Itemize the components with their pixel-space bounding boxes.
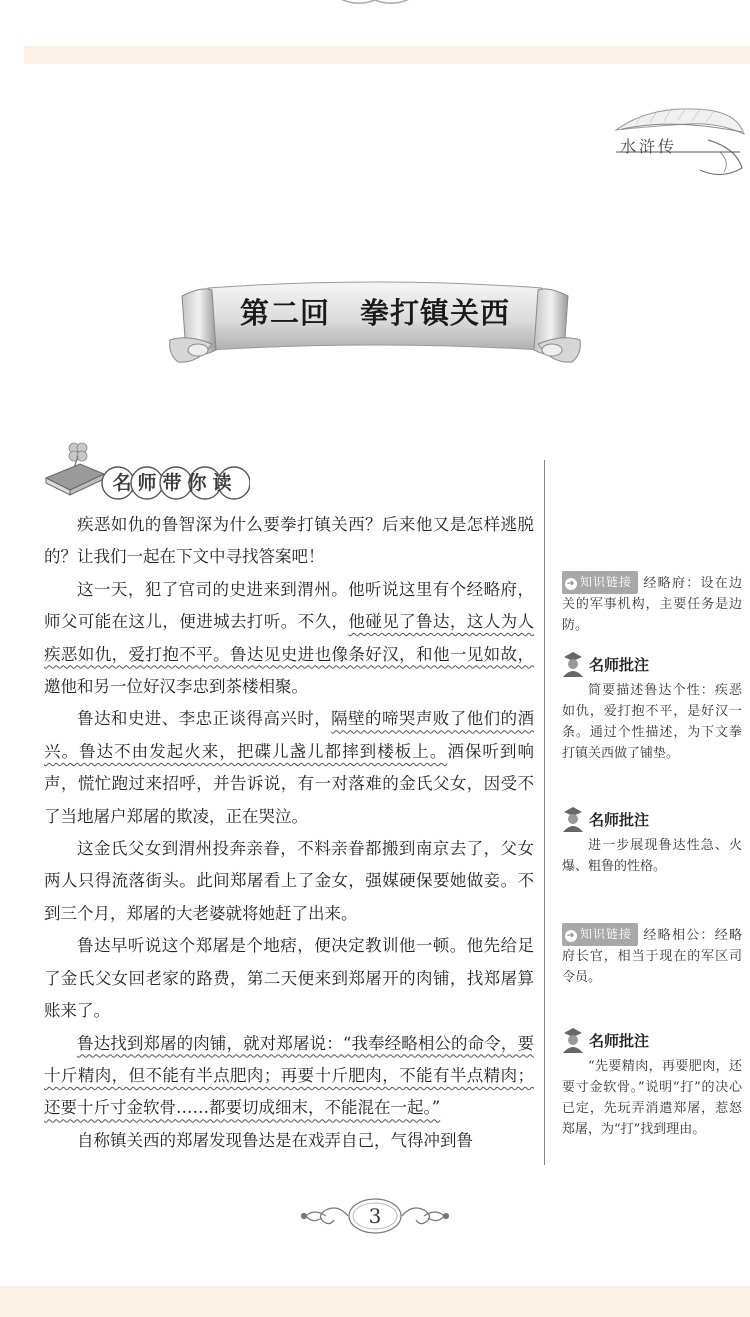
text-segment: 邀他和另一位好汉李忠到茶楼相聚。 — [44, 677, 308, 697]
bottom-decor-band — [0, 1286, 750, 1317]
teacher-avatar-icon — [562, 651, 584, 677]
knowledge-link-badge — [562, 571, 638, 594]
knowledge-link-1 — [562, 571, 742, 636]
paragraph-2 — [44, 574, 534, 704]
paragraph-4: 这金氏父女到渭州投奔亲眷，不料亲眷都搬到南京去了，父女两人只得流落街头。此间郑屠看上了金女，强媒硬保要她做妾。不到三个月，郑屠的大老婆就将她赶了出来。 — [44, 839, 534, 923]
text-segment: 鲁达和史进、李忠正谈得高兴时， — [77, 709, 332, 729]
paragraph-intro: 疾恶如仇的鲁智深为什么要拳打镇关西？后来他又是怎样逃脱的？让我们一起在下文中寻找答案吧！ — [44, 515, 534, 567]
top-ornament-icon — [330, 0, 420, 8]
text-segment: 这一天，犯了官司的史进来到渭州。他听说这里有个经略府，师父可能在这儿，便进城去打听。不久， — [44, 579, 534, 632]
teacher-note-2 — [562, 805, 742, 877]
note-title: 名师批注 — [589, 655, 650, 674]
top-decor-band — [24, 46, 750, 64]
annotated-text: 隔壁的啼哭声败了他们的酒兴。鲁达不由发起火来，把碟儿盏儿都摔到楼板上。 — [44, 709, 535, 761]
chapter-title: 第二回 拳打镇关西 — [239, 296, 510, 330]
book-clover-icon — [44, 440, 106, 496]
note-title: 名师批注 — [589, 1031, 650, 1050]
column-divider — [544, 460, 545, 1165]
book-name: 水浒传 — [620, 137, 678, 156]
paragraph-7: 自称镇关西的郑屠发现鲁达是在戏弄自己，气得冲到鲁 — [77, 1130, 473, 1150]
knowledge-link-label: 知识链接 — [580, 575, 633, 589]
text-segment: 酒保听到响声，慌忙跑过来招呼，并告诉说，有一对落难的金氏父女，因受不了当地屠户郑屠的欺凌，正在哭泣。 — [44, 741, 535, 826]
arrow-right-icon: ➜ — [566, 579, 576, 589]
note-text: “先要精肉，再要肥肉，还要寸金软骨。”说明“打”的决心已定，先玩弄消遣郑屠，惹怒郑屠，为“打”找到理由。 — [562, 1059, 742, 1137]
teacher-note-3 — [562, 1026, 742, 1140]
knowledge-link-badge — [562, 923, 638, 946]
paragraph-5: 鲁达早听说这个郑屠是个地痞，便决定教训他一顿。他先给足了金氏父女回老家的路费，第二天便来到郑屠开的肉铺，找郑屠算账来了。 — [44, 936, 534, 1021]
knowledge-link-2 — [562, 923, 742, 988]
main-body-text — [44, 509, 534, 1157]
page-number: 3 — [368, 1204, 382, 1228]
teacher-note-1 — [562, 650, 742, 764]
paragraph-3 — [44, 703, 534, 833]
teacher-avatar-icon — [562, 806, 584, 832]
note-text: 简要描述鲁达个性：疾恶如仇，爱打抱不平，是好汉一条。通过个性描述，为下文拳打镇关西做了铺垫。 — [562, 683, 742, 761]
annotated-text: 他碰见了鲁达，这人为人疾恶如仇，爱打抱不平。鲁达见史进也像条好汉，和他一见如故， — [44, 612, 535, 664]
note-text: 进一步展现鲁达性急、火爆、粗鲁的性格。 — [562, 838, 742, 874]
paragraph-6: 鲁达找到郑屠的肉铺，就对郑屠说：“我奉经略相公的命令，要十斤精肉，但不能有半点肥肉；再要十斤肥肉，不能有半点精肉；还要十斤寸金软骨……都要切成细末，不能混在一起。” — [44, 1033, 534, 1118]
arrow-right-icon: ➜ — [566, 931, 576, 941]
knowledge-link-text: 经略府：设在边关的军事机构，主要任务是边防。 — [562, 576, 742, 633]
teacher-avatar-icon — [562, 1027, 584, 1053]
note-title: 名师批注 — [589, 810, 650, 829]
guide-heading: 名师带你读 — [112, 472, 238, 494]
knowledge-link-text: 经略相公：经略府长官，相当于现在的军区司令员。 — [562, 928, 742, 985]
knowledge-link-label: 知识链接 — [580, 927, 633, 941]
